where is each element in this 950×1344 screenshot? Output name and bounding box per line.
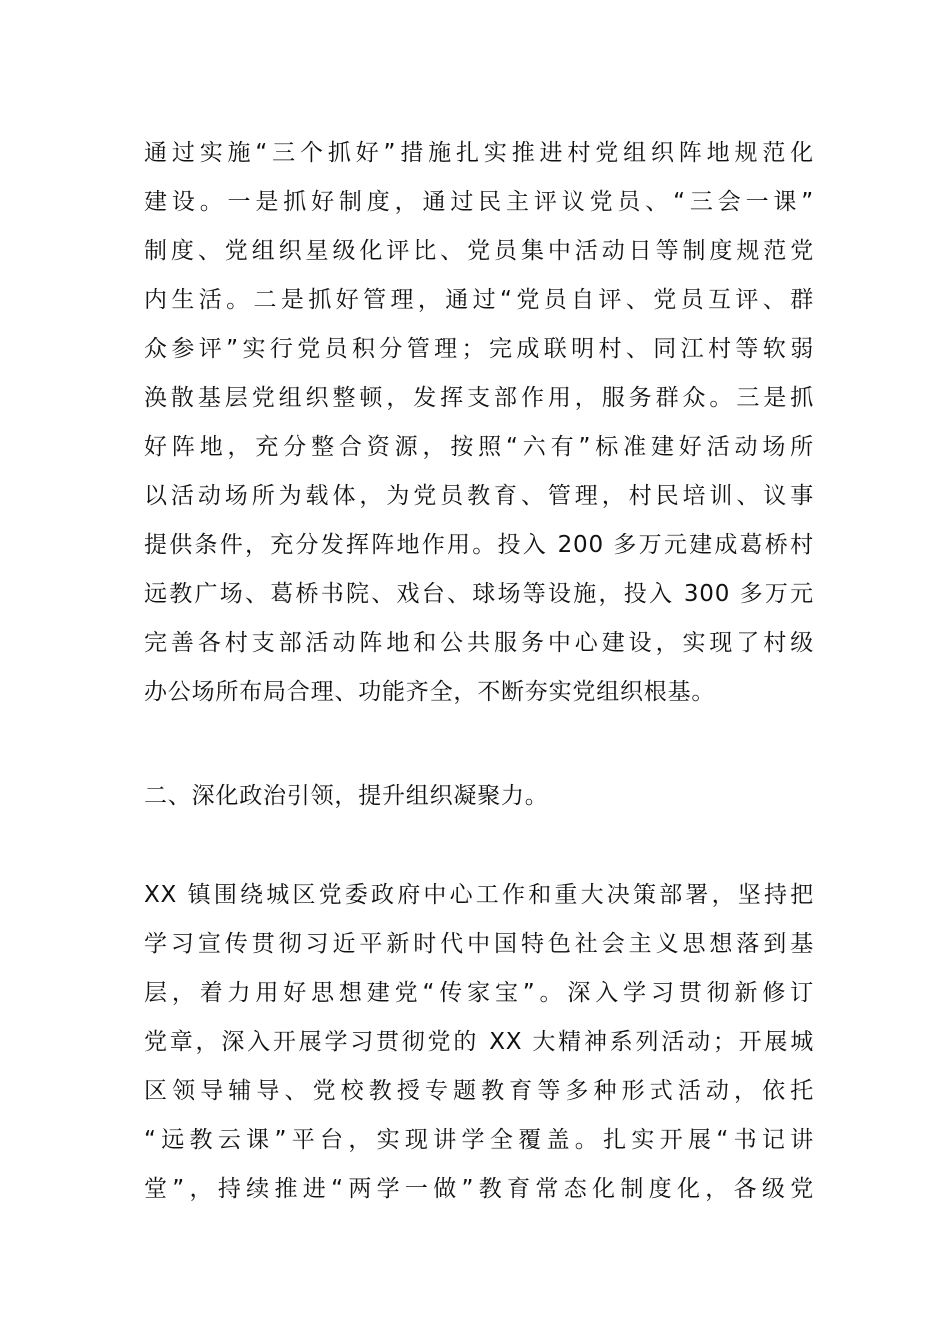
text-line: 层，着力用好思想建党“传家宝”。深入学习贯彻新修订 [144, 980, 814, 1006]
text-line: XX 镇围绕城区党委政府中心工作和重大决策部署，坚持把 [144, 882, 814, 908]
text-line: 以活动场所为载体，为党员教育、管理，村民培训、议事 [144, 483, 814, 509]
text-line: 远教广场、葛桥书院、戏台、球场等设施，投入 300 多万元 [144, 581, 814, 607]
heading-text: 二、深化政治引领，提升组织凝聚力。 [144, 783, 549, 809]
text-line: 堂”，持续推进“两学一做”教育常态化制度化，各级党 [144, 1176, 814, 1202]
paragraph-party-position-building [144, 129, 814, 717]
text-line: 党章，深入开展学习贯彻党的 XX 大精神系列活动；开展城 [144, 1029, 814, 1055]
text-line: 建设。一是抓好制度，通过民主评议党员、“三会一课” [144, 189, 814, 215]
text-line: 办公场所布局合理、功能齐全，不断夯实党组织根基。 [144, 679, 716, 705]
section-heading-political-leadership [144, 772, 814, 821]
paragraph-political-leadership [144, 871, 814, 1214]
text-line: 区领导辅导、党校教授专题教育等多种形式活动，依托 [144, 1078, 814, 1104]
text-line: 内生活。二是抓好管理，通过“党员自评、党员互评、群 [144, 287, 814, 313]
text-line: 涣散基层党组织整顿，发挥支部作用，服务群众。三是抓 [144, 385, 814, 411]
text-line: 完善各村支部活动阵地和公共服务中心建设，实现了村级 [144, 630, 814, 656]
text-line: 提供条件，充分发挥阵地作用。投入 200 多万元建成葛桥村 [144, 532, 814, 558]
text-line: 通过实施“三个抓好”措施扎实推进村党组织阵地规范化 [144, 140, 814, 166]
text-line: 学习宣传贯彻习近平新时代中国特色社会主义思想落到基 [144, 931, 814, 957]
text-line: 制度、党组织星级化评比、党员集中活动日等制度规范党 [144, 238, 814, 264]
text-line: 众参评”实行党员积分管理；完成联明村、同江村等软弱 [144, 336, 814, 362]
text-line: “远教云课”平台，实现讲学全覆盖。扎实开展“书记讲 [144, 1127, 814, 1153]
text-line: 好阵地，充分整合资源，按照“六有”标准建好活动场所 [144, 434, 814, 460]
